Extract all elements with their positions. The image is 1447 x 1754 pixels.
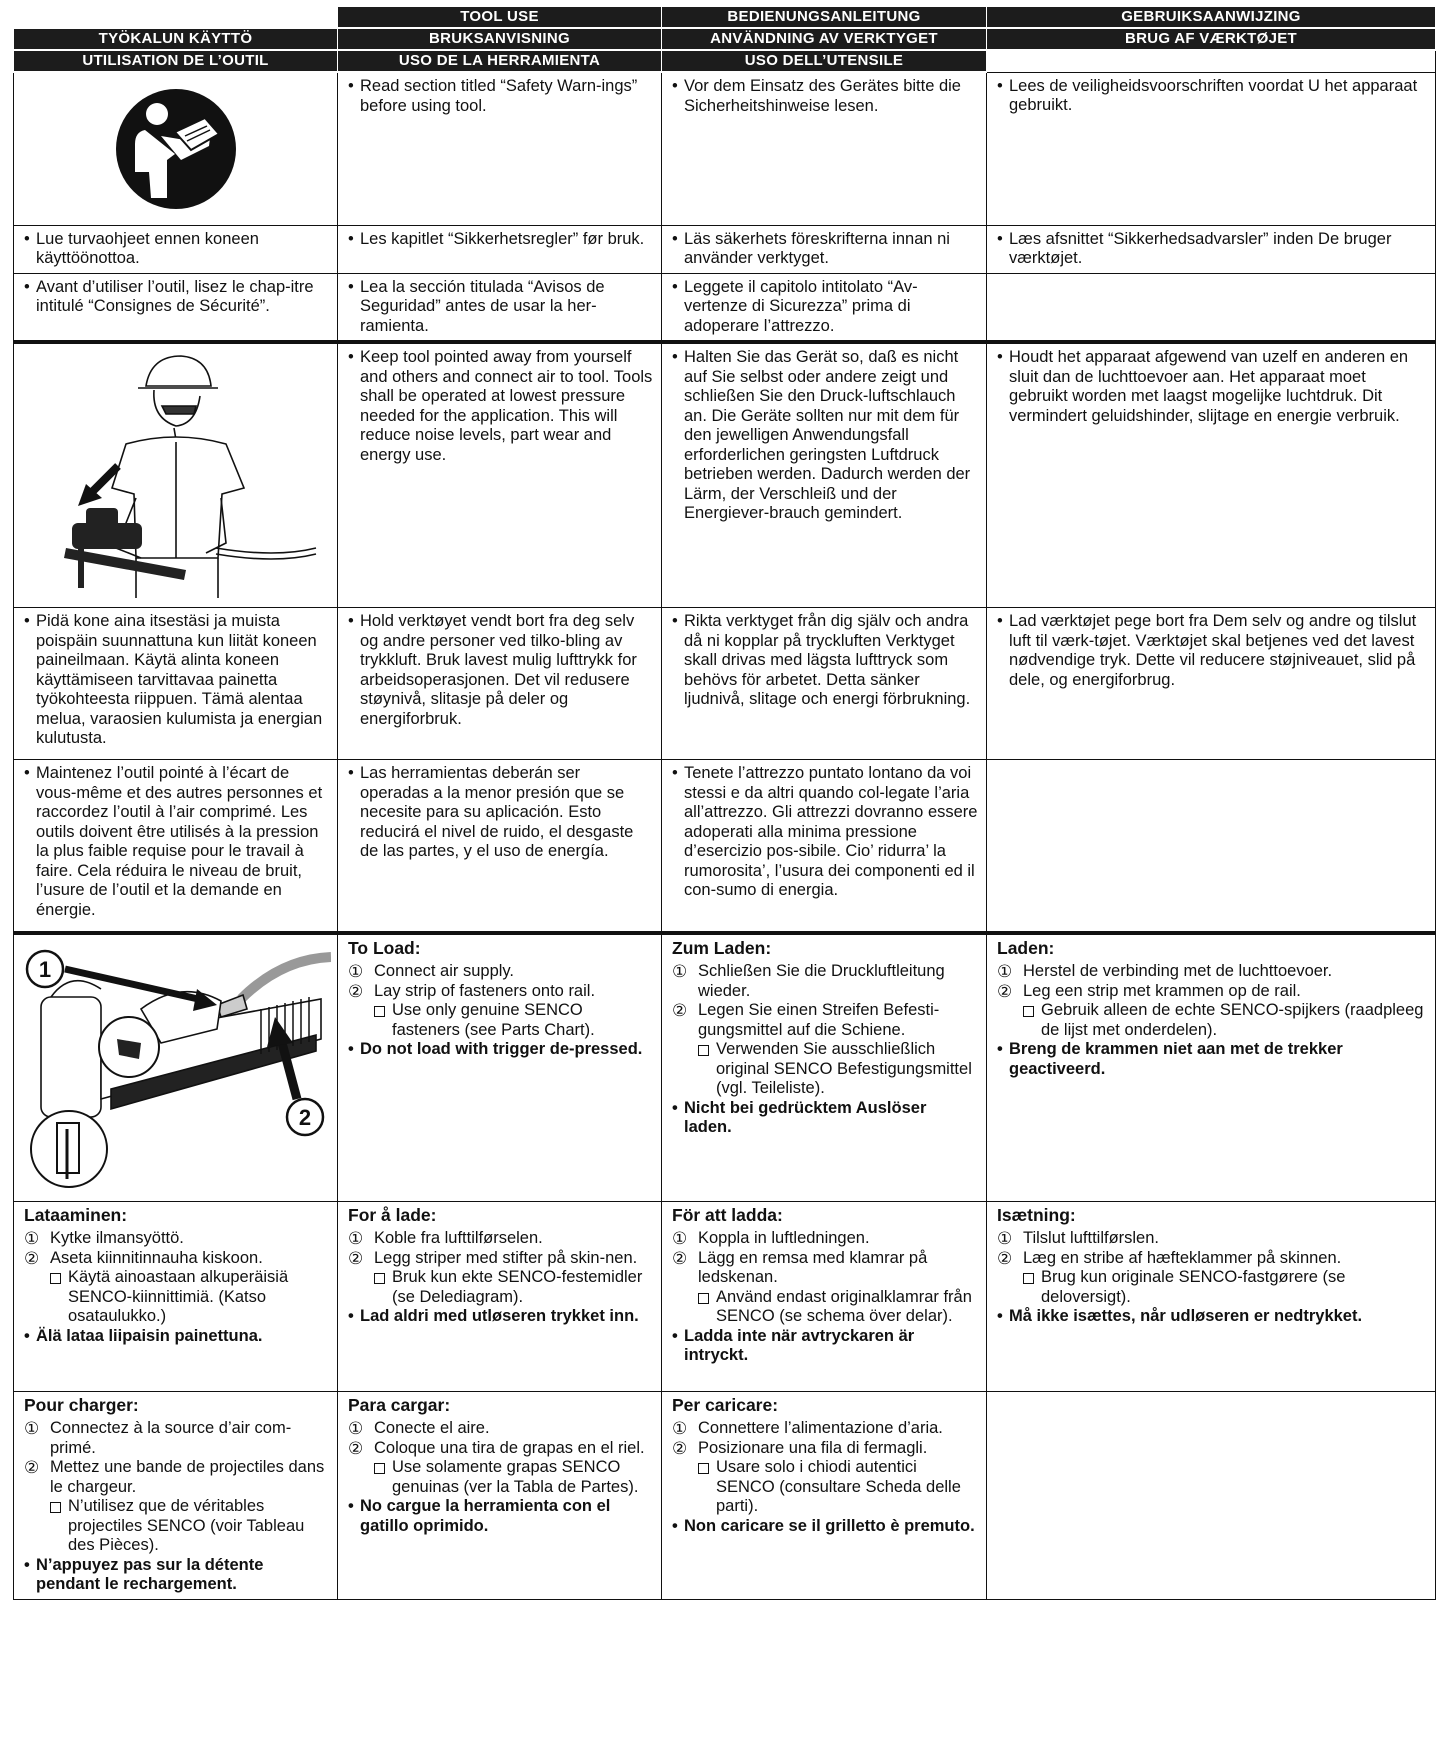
operator-illustration <box>26 348 326 603</box>
loading-step-1 <box>348 1419 653 1439</box>
loading-note-text: Käytä ainoastaan alkuperäisiä SENCO-kiinnittimiä. (Katso osataulukko.) <box>68 1268 289 1325</box>
loading-note-text: Brug kun originale SENCO-fastgørere (se deloversigt). <box>1041 1268 1346 1306</box>
step-2-glyph: ② <box>672 1248 688 1268</box>
loading-step-2-text: Leg een strip met krammen op de rail. <box>1023 981 1301 1000</box>
loading-note-text: Gebruik alleen de echte SENCO-spijkers (raadpleeg de lijst met onderdelen). <box>1041 1001 1424 1039</box>
loading-step-1-text: Koble fra lufttilførselen. <box>374 1229 543 1247</box>
pointing-row-3 <box>14 760 1436 933</box>
loading-step-1 <box>24 1419 329 1458</box>
loading-step-1-text: Connectez à la source d’air com-primé. <box>50 1419 292 1457</box>
loading-en <box>338 933 662 1202</box>
loading-step-2 <box>997 982 1427 1002</box>
pointing-empty <box>987 760 1436 933</box>
safety-fi: • Lue turvaohjeet ennen koneen käyttöönottoa. <box>14 225 338 273</box>
header-row-2 <box>14 28 1436 50</box>
pointing-fi: • Pidä kone aina itsestäsi ja muista poispäin suunnattuna kun liität koneen paineilmaan. Käytä alinta koneen käyttämiseen tarvittavaa painetta työkohteesta riippuen. Tämä alentaa melua, varaosien kulumista ja energian kulutusta. <box>14 608 338 760</box>
safety-es: • Lea la sección titulada “Avisos de Seguridad” antes de usar la her-ramienta. <box>338 273 662 342</box>
pointing-nl: • Houdt het apparaat afgewend van uzelf en anderen en sluit dan de luchttoevoer aan. Het apparaat moet gebruikt worden met laagst mogelijke luchtdruk. Dit vermindert geluidshinder, slijtage en energie verbruik. <box>987 342 1436 608</box>
checkbox-bullet-icon <box>374 1006 385 1017</box>
loading-note <box>348 1001 653 1040</box>
pointing-de: • Halten Sie das Gerät so, daß es nicht auf Sie selbst oder andere zeigt und schließen Sie den Druck-luftschlauch an. Die Geräte sollten nur mit dem für den jewelligen Anwendungsfall erforderlichen geringsten Luftdruck betrieben werden. Dadurch werden der Lärm, der Verschleiß und der Energiever-brauch gemindert. <box>662 342 987 608</box>
step-2-glyph: ② <box>672 1001 688 1020</box>
loading-warning: • Non caricare se il grilletto è premuto. <box>672 1517 978 1537</box>
loading-note-text: Använd endast originalklamrar från SENCO (se schema över delar). <box>716 1287 972 1325</box>
loading-title: Per caricare: <box>672 1394 779 1415</box>
safety-it: • Leggete il capitolo intitolato “Av-vertenze di Sicurezza” prima di adoperare l’attrezzo. <box>662 273 987 342</box>
header-uso-utensile: USO DELL’UTENSILE <box>662 50 987 72</box>
loading-fr <box>14 1391 338 1599</box>
header-bedienungsanleitung: BEDIENUNGSANLEITUNG <box>662 7 987 29</box>
loading-step-1 <box>348 1229 653 1249</box>
loading-step-2-text: Lägg en remsa med klamrar på ledskenan. <box>698 1248 928 1286</box>
safety-nl: • Lees de veiligheidsvoorschriften voordat U het apparaat gebruikt. <box>987 72 1436 225</box>
loading-title: Lataaminen: <box>24 1204 128 1225</box>
loading-note-text: Verwenden Sie ausschließlich original SENCO Befestigungsmittel (vgl. Teileliste). <box>716 1040 972 1097</box>
loading-step-1-text: Herstel de verbinding met de luchttoevoer. <box>1023 962 1333 980</box>
step-1-glyph: ① <box>997 962 1013 981</box>
loading-title: Pour charger: <box>24 1394 139 1415</box>
pointing-sv: • Rikta verktyget från dig själv och andra då ni kopplar på tryckluften Verktyget skall drivas med lägsta lufttryck som behövs för arbetet. Detta sänker ljudnivå, slitage och energi förbrukning. <box>662 608 987 760</box>
loading-da <box>987 1201 1436 1391</box>
loading-step-2-text: Mettez une bande de projectiles dans le chargeur. <box>50 1458 325 1496</box>
loading-step-1-text: Connect air supply. <box>374 962 515 980</box>
loading-title: Isætning: <box>997 1204 1076 1225</box>
loading-note <box>348 1268 653 1307</box>
safety-fr: • Avant d’utiliser l’outil, lisez le chap-itre intitulé “Consignes de Sécurité”. <box>14 273 338 342</box>
loading-warning: • Breng de krammen niet aan met de trekker geactiveerd. <box>997 1040 1427 1079</box>
loading-title: For å lade: <box>348 1204 437 1225</box>
loading-step-2-text: Legen Sie einen Streifen Befesti-gungsmittel auf die Schiene. <box>698 1001 940 1039</box>
loading-nl <box>987 933 1436 1202</box>
loading-step-1 <box>348 962 653 982</box>
pointing-row-1 <box>14 342 1436 608</box>
loading-row-1 <box>14 933 1436 1202</box>
step-2-glyph: ② <box>348 1248 364 1268</box>
safety-da: • Læs afsnittet “Sikkerhedsadvarsler” inden De bruger værktøjet. <box>987 225 1436 273</box>
loading-step-2-text: Læg en stribe af hæfteklammer på skinnen. <box>1023 1248 1342 1267</box>
checkbox-bullet-icon <box>1023 1006 1034 1017</box>
loading-step-1-text: Kytke ilmansyöttö. <box>50 1229 184 1247</box>
loading-fi <box>14 1201 338 1391</box>
loading-step-2 <box>348 1439 653 1459</box>
header-brug-af-vaerktojet: BRUG AF VÆRKTØJET <box>987 28 1436 50</box>
safety-de: • Vor dem Einsatz des Gerätes bitte die Sicherheitshinweise lesen. <box>662 72 987 225</box>
pointing-en: • Keep tool pointed away from yourself and others and connect air to tool. Tools shall be operated at lowest pressure needed for the application. This will reduce noise levels, part wear and energy use. <box>338 342 662 608</box>
loading-step-1-text: Koppla in luftledningen. <box>698 1229 870 1247</box>
loading-step-2-text: Aseta kiinnitinnauha kiskoon. <box>50 1248 263 1267</box>
checkbox-bullet-icon <box>50 1502 61 1513</box>
header-anvandning: ANVÄNDNING AV VERKTYGET <box>662 28 987 50</box>
loading-step-1-text: Connettere l’alimentazione d’aria. <box>698 1419 943 1437</box>
loading-warning: • Må ikke isættes, når udløseren er nedtrykket. <box>997 1307 1427 1327</box>
header-empty <box>987 50 1436 72</box>
step-1-glyph: ① <box>348 962 364 981</box>
step-1-glyph: ① <box>672 1229 688 1248</box>
loading-note <box>672 1458 978 1517</box>
loading-note-text: Usare solo i chiodi autentici SENCO (consultare Scheda delle parti). <box>716 1458 961 1515</box>
safety-empty <box>987 273 1436 342</box>
step-1-glyph: ① <box>348 1229 364 1248</box>
loading-warning: • Älä lataa liipaisin painettuna. <box>24 1327 329 1347</box>
pointing-no: • Hold verktøyet vendt bort fra deg selv og andre personer ved tilko-bling av trykkluft. Bruk lavest mulig lufttrykk for arbeidsoperasjonen. Det vil redusere støynivå, slitasje på deler og energiforbruk. <box>338 608 662 760</box>
pointing-es: • Las herramientas deberán ser operadas a la menor presión que se necesite para su aplicación. Esto reducirá el nivel de ruido, el desgaste de las partes, y el uso de energía. <box>338 760 662 933</box>
loading-no <box>338 1201 662 1391</box>
nailer-cell <box>14 933 338 1202</box>
nailer-loading-illustration <box>21 939 331 1197</box>
step-1-glyph: ① <box>672 1419 688 1438</box>
loading-note-text: Use solamente grapas SENCO genuinas (ver la Tabla de Partes). <box>392 1458 639 1496</box>
safety-row-3 <box>14 273 1436 342</box>
loading-note <box>24 1268 329 1327</box>
loading-warning: • Ladda inte när avtryckaren är intryckt. <box>672 1327 978 1366</box>
loading-note-text: Use only genuine SENCO fasteners (see Parts Chart). <box>392 1001 595 1039</box>
loading-step-2 <box>348 1249 653 1269</box>
loading-step-1 <box>672 1419 978 1439</box>
header-row-3 <box>14 50 1436 72</box>
loading-title: För att ladda: <box>672 1204 783 1225</box>
loading-step-2-text: Coloque una tira de grapas en el riel. <box>374 1438 645 1457</box>
loading-step-2 <box>672 1249 978 1288</box>
manual-page <box>13 6 1435 1600</box>
header-tyokalun-kaytto: TYÖKALUN KÄYTTÖ <box>14 28 338 50</box>
loading-note <box>997 1268 1427 1307</box>
header-uso-herramienta: USO DE LA HERRAMIENTA <box>338 50 662 72</box>
safety-row-2 <box>14 225 1436 273</box>
loading-de <box>662 933 987 1202</box>
loading-empty <box>987 1391 1436 1599</box>
step-2-glyph: ② <box>997 981 1013 1001</box>
pointing-it: • Tenete l’attrezzo puntato lontano da voi stessi e da altri quando col-legate l’aria all’attrezzo. Gli attrezzi dovranno essere adoperati alla minima pressione d’esercizio pos-sibile. Cio’ ridurra’ la rumorosita’, l’usura dei componenti ed il con-sumo di energia. <box>662 760 987 933</box>
loading-step-2 <box>348 982 653 1002</box>
safety-sv: • Läs säkerhets föreskrifterna innan ni använder verktyget. <box>662 225 987 273</box>
step-1-glyph: ① <box>348 1419 364 1438</box>
header-bruksanvisning: BRUKSANVISNING <box>338 28 662 50</box>
safety-no: • Les kapitlet “Sikkerhetsregler” før bruk. <box>338 225 662 273</box>
header-gebruiksaanwijzing: GEBRUIKSAANWIJZING <box>987 7 1436 29</box>
loading-step-1 <box>672 962 978 1001</box>
loading-note-text: Bruk kun ekte SENCO-festemidler (se Delediagram). <box>392 1268 643 1306</box>
safety-row-1 <box>14 72 1436 225</box>
checkbox-bullet-icon <box>698 1463 709 1474</box>
step-2-glyph: ② <box>24 1248 40 1268</box>
step-1-glyph: ① <box>24 1229 40 1248</box>
loading-step-1 <box>672 1229 978 1249</box>
loading-warning: • Do not load with trigger de-pressed. <box>348 1040 653 1060</box>
loading-sv <box>662 1201 987 1391</box>
loading-step-2 <box>24 1458 329 1497</box>
loading-note-text: N’utilisez que de véritables projectiles SENCO (voir Tableau des Pièces). <box>68 1497 305 1554</box>
loading-step-1 <box>24 1229 329 1249</box>
step-2-glyph: ② <box>997 1248 1013 1268</box>
step-2-glyph: ② <box>348 981 364 1001</box>
loading-title: Zum Laden: <box>672 937 772 958</box>
safety-en: • Read section titled “Safety Warn-ings” before using tool. <box>338 72 662 225</box>
loading-title: To Load: <box>348 937 421 958</box>
header-utilisation: UTILISATION DE L’OUTIL <box>14 50 338 72</box>
pointing-fr: • Maintenez l’outil pointé à l’écart de vous-même et des autres personnes et raccordez l’outil à l’air comprimé. Les outils doivent être utilisés à la pression la plus faible requise pour le travail à faire. Cela réduira le niveau de bruit, l’usure de l’outil et la demande en énergie. <box>14 760 338 933</box>
checkbox-bullet-icon <box>374 1463 385 1474</box>
read-manual-icon <box>115 88 237 210</box>
loading-warning: • Lad aldri med utløseren trykket inn. <box>348 1307 653 1327</box>
loading-row-3 <box>14 1391 1436 1599</box>
loading-row-2 <box>14 1201 1436 1391</box>
pointing-row-2 <box>14 608 1436 760</box>
header-tool-use: TOOL USE <box>338 7 662 29</box>
loading-step-2 <box>672 1001 978 1040</box>
loading-step-1-text: Conecte el aire. <box>374 1419 490 1437</box>
header-row-1 <box>14 7 1436 29</box>
header-blank <box>14 7 338 29</box>
loading-title: Para cargar: <box>348 1394 451 1415</box>
callout-1: 1 <box>38 956 51 982</box>
loading-es <box>338 1391 662 1599</box>
loading-warning: • N’appuyez pas sur la détente pendant le rechargement. <box>24 1556 329 1595</box>
loading-note <box>348 1458 653 1497</box>
step-1-glyph: ① <box>672 962 688 981</box>
loading-step-2-text: Posizionare una fila di fermagli. <box>698 1438 928 1457</box>
loading-step-2 <box>24 1249 329 1269</box>
loading-step-1-text: Schließen Sie die Druckluftleitung wieder. <box>698 962 945 1000</box>
checkbox-bullet-icon <box>698 1045 709 1056</box>
pointing-da: • Lad værktøjet pege bort fra Dem selv og andre og tilslut luft til værk-tøjet. Værktøjet skal betjenes ved det lavest nødvendige tryk. Dette vil reducere støjniveauet, slid på dele, og energiforbrug. <box>987 608 1436 760</box>
checkbox-bullet-icon <box>374 1273 385 1284</box>
loading-note <box>997 1001 1427 1040</box>
checkbox-bullet-icon <box>698 1293 709 1304</box>
loading-step-2 <box>997 1249 1427 1269</box>
checkbox-bullet-icon <box>50 1273 61 1284</box>
operator-cell <box>14 342 338 608</box>
loading-step-2 <box>672 1439 978 1459</box>
step-1-glyph: ① <box>24 1419 40 1438</box>
step-2-glyph: ② <box>348 1438 364 1458</box>
loading-it <box>662 1391 987 1599</box>
instruction-table <box>13 6 1436 1600</box>
loading-note <box>672 1040 978 1099</box>
loading-step-2-text: Lay strip of fasteners onto rail. <box>374 981 596 1000</box>
loading-step-2-text: Legg striper med stifter på skin-nen. <box>374 1248 638 1267</box>
step-2-glyph: ② <box>24 1458 40 1477</box>
loading-warning: • No cargue la herramienta con el gatillo oprimido. <box>348 1497 653 1536</box>
checkbox-bullet-icon <box>1023 1273 1034 1284</box>
step-2-glyph: ② <box>672 1438 688 1458</box>
loading-step-1 <box>997 1229 1427 1249</box>
callout-2: 2 <box>298 1104 311 1130</box>
step-1-glyph: ① <box>997 1229 1013 1248</box>
loading-warning: • Nicht bei gedrücktem Auslöser laden. <box>672 1099 978 1138</box>
loading-step-1-text: Tilslut lufttilførslen. <box>1023 1229 1159 1247</box>
loading-note <box>672 1288 978 1327</box>
loading-title: Laden: <box>997 937 1055 958</box>
read-manual-cell <box>14 72 338 225</box>
loading-note <box>24 1497 329 1556</box>
loading-step-1 <box>997 962 1427 982</box>
